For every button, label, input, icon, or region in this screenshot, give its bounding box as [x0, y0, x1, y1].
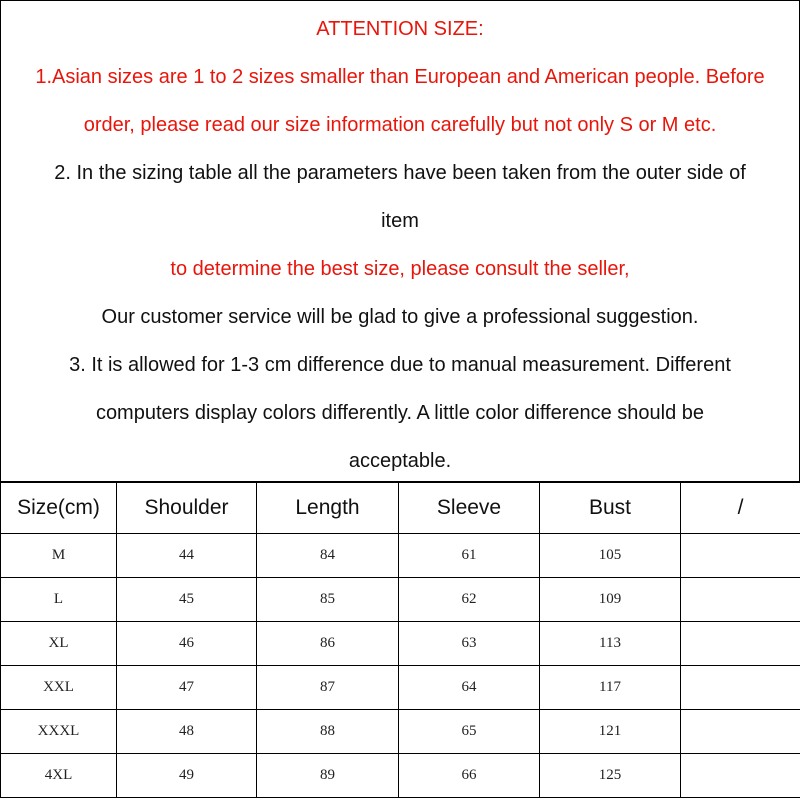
- cell-extra: [681, 710, 800, 754]
- notice-line-4: item: [381, 210, 419, 232]
- cell-extra: [681, 534, 800, 578]
- cell-shoulder: 44: [117, 534, 257, 578]
- cell-size: L: [1, 578, 117, 622]
- table-row: [1, 710, 800, 754]
- cell-length: 85: [257, 578, 399, 622]
- notice-line-7: 3. It is allowed for 1-3 cm difference due to manual measurement. Different: [69, 354, 731, 376]
- cell-sleeve: 62: [399, 578, 540, 622]
- cell-sleeve: 65: [399, 710, 540, 754]
- cell-size: XXL: [1, 666, 117, 710]
- table-header-row: [1, 483, 800, 534]
- table-row: [1, 754, 800, 798]
- notice-line-1: 1.Asian sizes are 1 to 2 sizes smaller than European and American people. Before: [35, 66, 765, 88]
- cell-size: M: [1, 534, 117, 578]
- cell-sleeve: 66: [399, 754, 540, 798]
- size-table: [0, 482, 800, 798]
- notice-line-5: to determine the best size, please consult the seller,: [170, 258, 630, 280]
- header-size: Size(cm): [1, 483, 117, 534]
- notice-title: ATTENTION SIZE:: [316, 18, 484, 40]
- cell-length: 84: [257, 534, 399, 578]
- cell-bust: 109: [540, 578, 681, 622]
- table-row: [1, 622, 800, 666]
- notice-line-8: computers display colors differently. A little color difference should be: [95, 402, 705, 424]
- cell-extra: [681, 754, 800, 798]
- cell-bust: 113: [540, 622, 681, 666]
- cell-size: 4XL: [1, 754, 117, 798]
- cell-sleeve: 61: [399, 534, 540, 578]
- notice-line-6: Our customer service will be glad to give a professional suggestion.: [101, 306, 699, 328]
- header-slash: /: [681, 483, 800, 534]
- cell-size: XL: [1, 622, 117, 666]
- table-row: [1, 666, 800, 710]
- cell-bust: 105: [540, 534, 681, 578]
- cell-size: XXXL: [1, 710, 117, 754]
- header-length: Length: [257, 483, 399, 534]
- notice-line-3: 2. In the sizing table all the parameters have been taken from the outer side of: [54, 162, 746, 184]
- notice-line-9: acceptable.: [348, 450, 452, 472]
- cell-bust: 117: [540, 666, 681, 710]
- cell-shoulder: 47: [117, 666, 257, 710]
- cell-sleeve: 64: [399, 666, 540, 710]
- cell-length: 86: [257, 622, 399, 666]
- cell-length: 87: [257, 666, 399, 710]
- header-sleeve: Sleeve: [399, 483, 540, 534]
- cell-shoulder: 49: [117, 754, 257, 798]
- cell-bust: 121: [540, 710, 681, 754]
- notice-line-2: order, please read our size information carefully but not only S or M etc.: [83, 114, 717, 136]
- header-shoulder: Shoulder: [117, 483, 257, 534]
- header-bust: Bust: [540, 483, 681, 534]
- cell-shoulder: 46: [117, 622, 257, 666]
- table-row: [1, 578, 800, 622]
- cell-extra: [681, 622, 800, 666]
- cell-sleeve: 63: [399, 622, 540, 666]
- cell-bust: 125: [540, 754, 681, 798]
- cell-shoulder: 48: [117, 710, 257, 754]
- cell-extra: [681, 666, 800, 710]
- table-row: [1, 534, 800, 578]
- cell-length: 88: [257, 710, 399, 754]
- cell-length: 89: [257, 754, 399, 798]
- cell-extra: [681, 578, 800, 622]
- cell-shoulder: 45: [117, 578, 257, 622]
